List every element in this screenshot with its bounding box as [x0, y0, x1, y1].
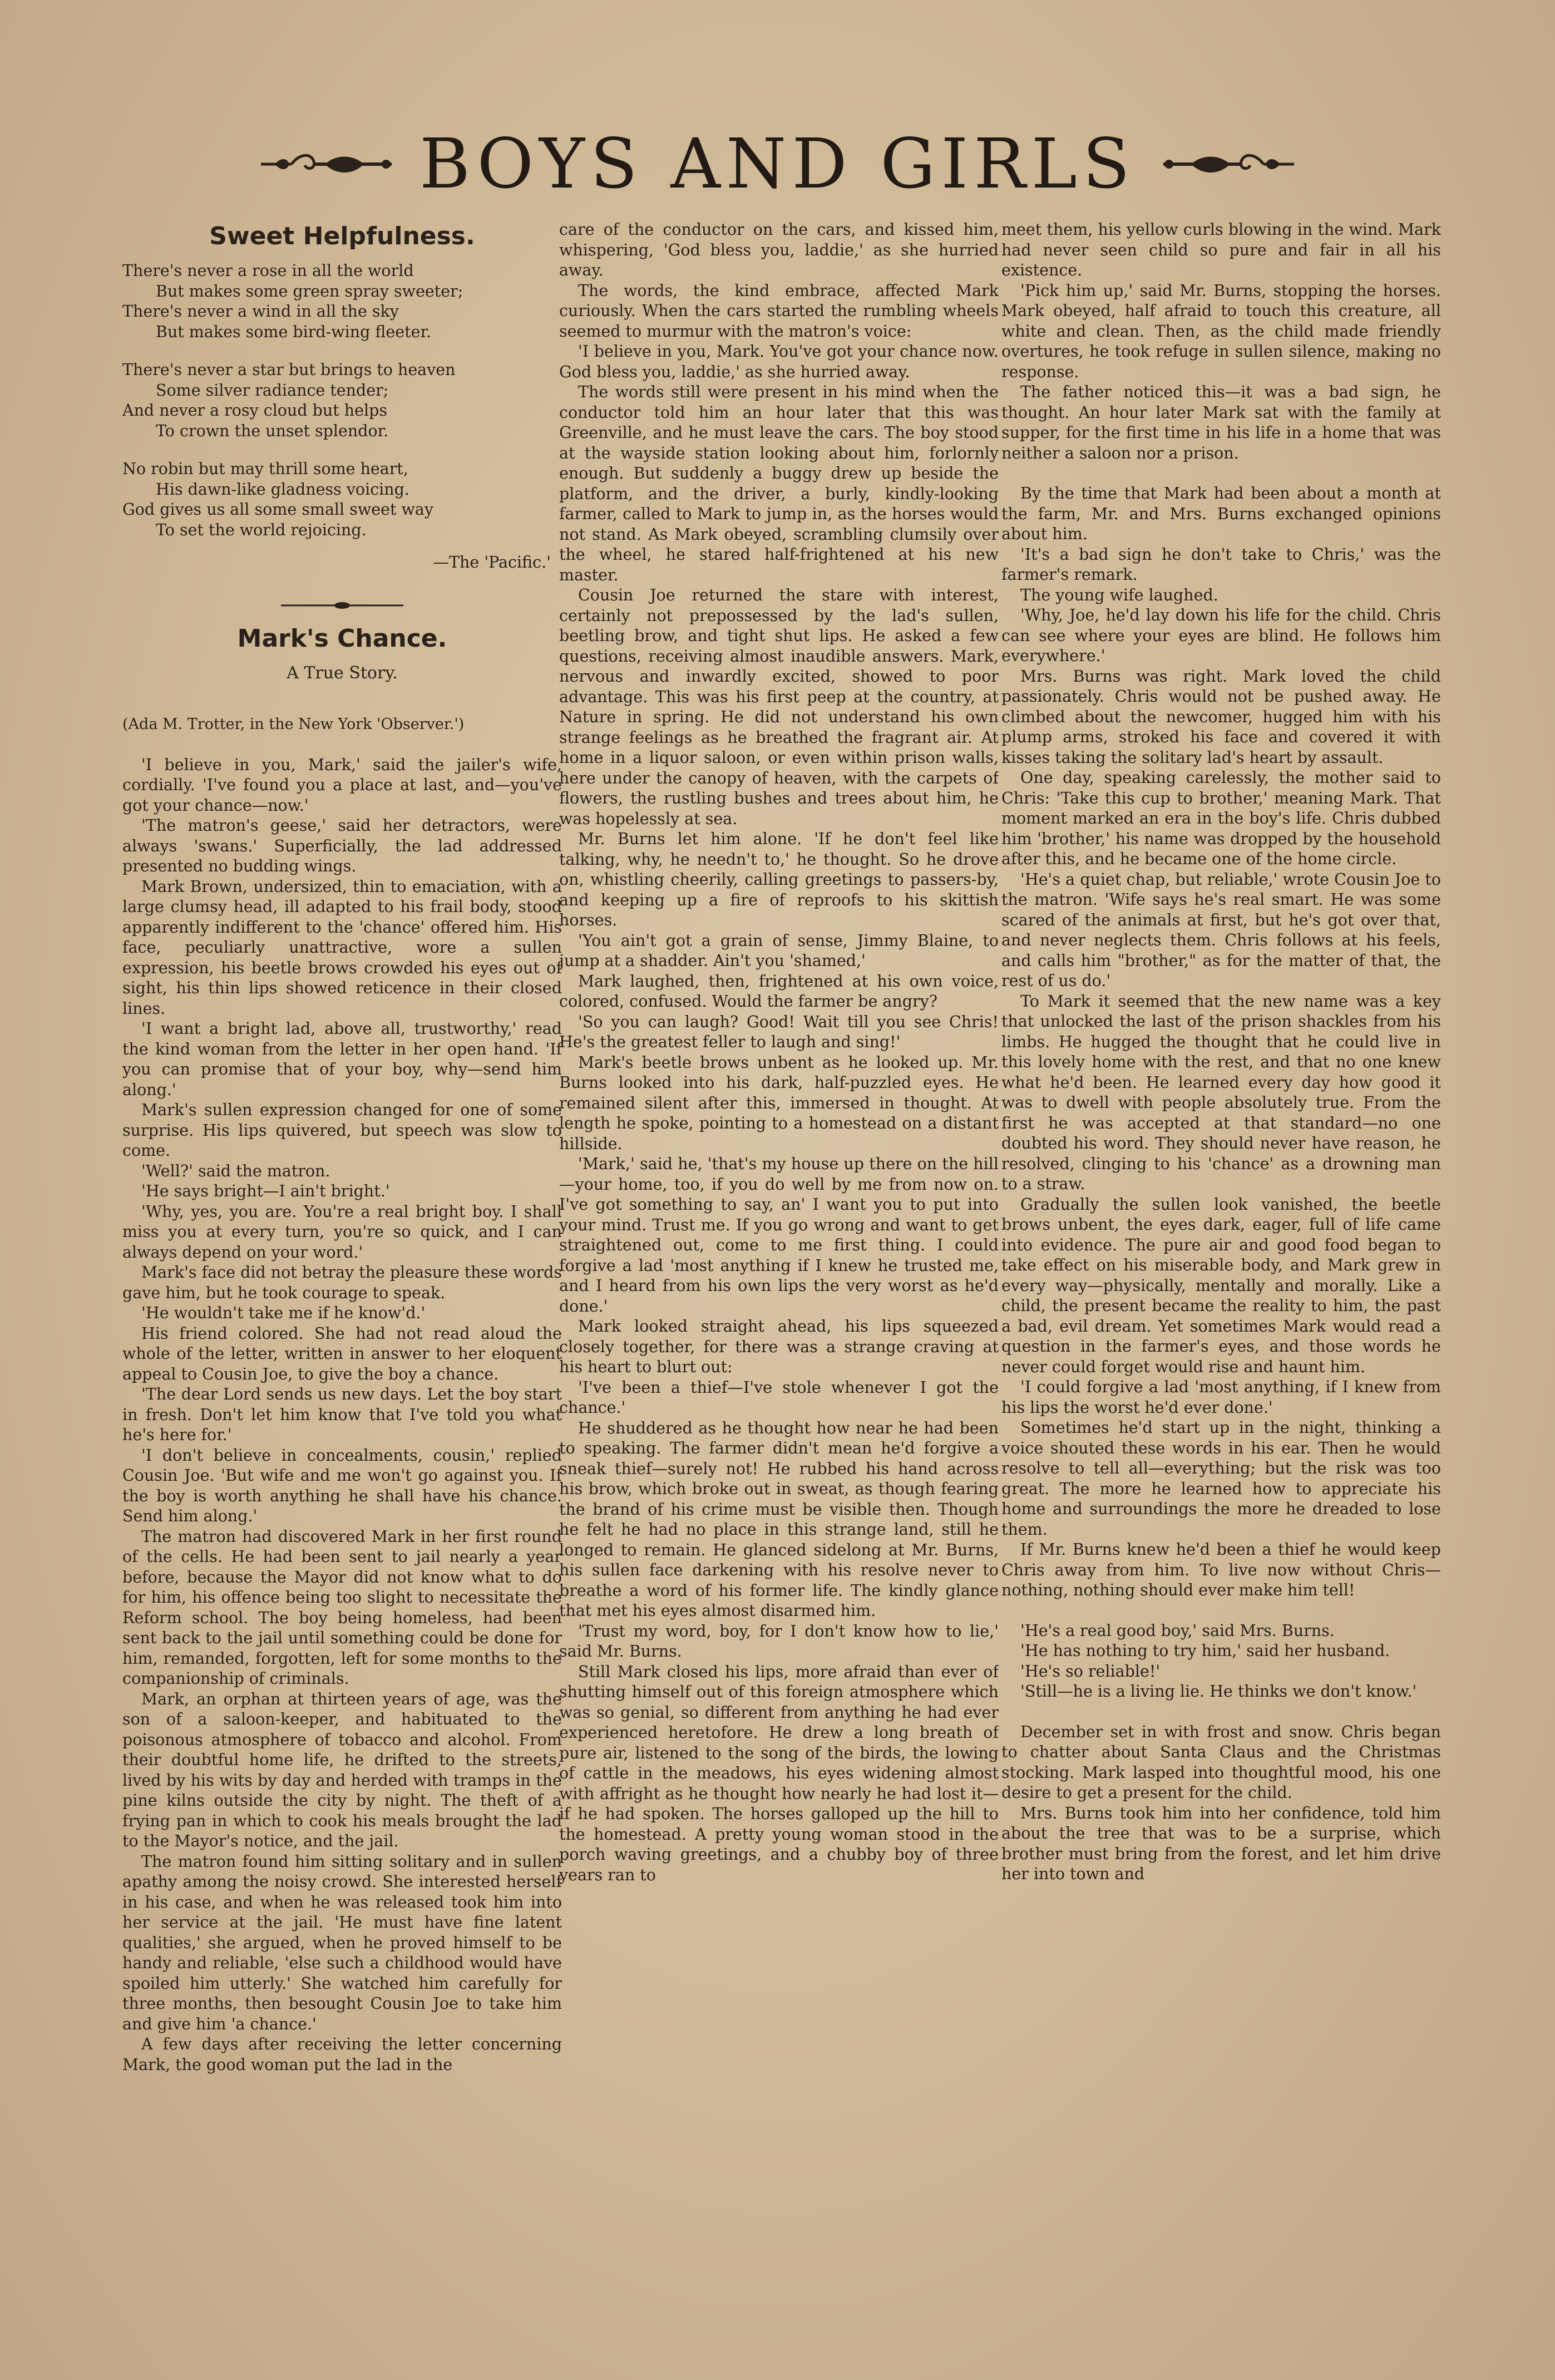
story-paragraph: 'He wouldn't take me if he know'd.': [141, 1304, 426, 1322]
story-byline: (Ada M. Trotter, in the New York 'Observer.'): [122, 716, 465, 733]
story-title: Mark's Chance.: [237, 624, 447, 653]
story-paragraph: Mr. Burns let him alone. 'If he don't feel like talking, why, he needn't to,' he thought. So he drove on, whistling cheerily, calling greetings to passers-by, and keeping up a fire of reproofs to his skittish horses.: [559, 830, 999, 929]
poem-line: There's never a wind in all the sky: [122, 302, 399, 321]
story-paragraph: 'He's a quiet chap, but reliable,' wrote Cousin Joe to the matron. 'Wife says he's real smart. He was some scared of the animals at first, but he's got over that, and never neglects them. Chris follows at his feels, and calls him "brother," as for the matter of that, the rest of us do.': [1001, 870, 1441, 990]
story-paragraph: Sometimes he'd start up in the night, thinking a voice shouted these words in his ear. Then he would resolve to tell all—everything; but the risk was too great. The more he learned how to appreciate his home and surroundings the more he dreaded to lose them.: [1001, 1418, 1441, 1539]
story-paragraph: 'Trust my word, boy, for I don't know how to lie,' said Mr. Burns.: [559, 1622, 999, 1660]
story-paragraph: 'I could forgive a lad 'most anything, if I knew from his lips the worst he'd ever done.': [1001, 1378, 1441, 1417]
story-paragraph: 'I don't believe in concealments, cousin,' replied Cousin Joe. 'But wife and me won't go against you. If the boy is worth anything he shall have his chance. Send him along.': [122, 1446, 562, 1525]
story-paragraph: Still Mark closed his lips, more afraid than ever of shutting himself out of this foreign atmosphere which was so genial, so different from anything he had ever experienced heretofore. He drew a long breath of pure air, listened to the song of the birds, the lowing of cattle in the meadows, his eyes widening almost with affright as he thought how nearly he had lost it—if he had spoken. The horses galloped up the hill to the homestead. A pretty young woman stood in the porch waving greetings, and a chubby boy of three years ran to: [559, 1662, 999, 1884]
right-ornament-icon: [1158, 147, 1297, 181]
story-paragraph: 'He has nothing to try him,' said her husband.: [1020, 1642, 1390, 1660]
story-paragraph: The words, the kind embrace, affected Mark curiously. When the cars started the rumbling wheels seemed to murmur with the matron's voice:: [559, 281, 999, 341]
section-gap: [1001, 1601, 1441, 1621]
story-paragraph: The matron had discovered Mark in her first round of the cells. He had been sent to jail nearly a year before, because the Mayor did not know what to do for him, his offence being too slight to necessitate the Reform school. The boy being homeless, had been sent back to the jail until something could be done for him, remanded, forgotten, left for some months to the companionship of criminals.: [122, 1527, 562, 1688]
story-paragraph: 'Why, Joe, he'd lay down his life for the child. Chris can see where your eyes are blind. He follows him everywhere.': [1001, 606, 1441, 665]
story-paragraph: He shuddered as he thought how near he had been to speaking. The farmer didn't mean he'd forgive a sneak thief—surely not! He rubbed his hand across his brow, which broke out in sweat, as though fearing the brand of his crime must be visible then. Though he felt he had no place in this strange land, still he longed to remain. He glanced sidelong at Mr. Burns, his sullen face darkening with his resolve never to breathe a word of his former life. The kindly glance that met his eyes almost disarmed him.: [559, 1418, 999, 1620]
poem-line: But makes some bird-wing fleeter.: [156, 322, 432, 341]
story-paragraph: Mark laughed, then, frightened at his own voice, colored, confused. Would the farmer be angry?: [559, 972, 999, 1011]
poem-line: God gives us all some small sweet way: [122, 500, 433, 519]
story-paragraph: 'I've been a thief—I've stole whenever I got the chance.': [559, 1378, 999, 1417]
story-paragraph: To Mark it seemed that the new name was a key that unlocked the last of the prison shackles from his limbs. He hugged the thought that he could live in this lovely home with the rest, and that no one knew what he'd been. He learned every day how good it was to dwell with people absolutely true. From the first he was accepted at that standard—no one doubted his word. They should never have reason, he resolved, clinging to his 'chance' as a drowning man to a straw.: [1001, 992, 1441, 1193]
story-paragraph: Mark, an orphan at thirteen years of age, was the son of a saloon-keeper, and habituated to the poisonous atmosphere of tobacco and alcohol. From their doubtful home life, he drifted to the streets, lived by his wits by day and herded with tramps in the pine kilns outside the city by night. The theft of a frying pan in which to cook his meals brought the lad to the Mayor's notice, and the jail.: [122, 1689, 562, 1850]
column-2: [559, 220, 999, 2362]
story-paragraph: 'I believe in you, Mark. You've got your chance now. God bless you, laddie,' as she hurried away.: [559, 342, 999, 381]
story-paragraph: Mark's beetle brows unbent as he looked up. Mr. Burns looked into his dark, half-puzzled eyes. He remained silent after this, immersed in thought. At length he spoke, pointing to a homestead on a distant hillside.: [559, 1053, 999, 1153]
poem-line: His dawn-like gladness voicing.: [156, 480, 409, 499]
story-paragraph: 'It's a bad sign he don't take to Chris,' was the farmer's remark.: [1001, 545, 1441, 584]
story-paragraph: If Mr. Burns knew he'd been a thief he would keep Chris away from him. To live now without Chris—nothing, nothing should ever make him tell!: [1001, 1540, 1441, 1599]
column-1: [122, 220, 562, 2362]
poem-credit: —The 'Pacific.': [433, 553, 551, 571]
story-paragraph: 'You ain't got a grain of sense, Jimmy Blaine, to jump at a shadder. Ain't you 'shamed,': [559, 931, 999, 970]
story-paragraph: 'I want a bright lad, above all, trustworthy,' read the kind woman from the letter in her open hand. 'If you can promise that of your boy, why—send him along.': [122, 1019, 562, 1099]
story-paragraph: 'I believe in you, Mark,' said the jailer's wife, cordially. 'I've found you a place at last, and—you've got your chance—now.': [122, 755, 562, 815]
poem-line: To crown the unset splendor.: [156, 421, 389, 440]
story-paragraph: One day, speaking carelessly, the mother said to Chris: 'Take this cup to brother,' meaning Mark. That moment marked an era in the boy's life. Chris dubbed him 'brother,' his name was dropped by the household after this, and he became one of the home circle.: [1001, 768, 1441, 868]
section-gap: [1001, 464, 1441, 484]
poem-line: To set the world rejoicing.: [156, 520, 367, 539]
story-paragraph: Gradually the sullen look vanished, the beetle brows unbent, the eyes dark, eager, full of life came into evidence. The pure air and good food began to take effect on his miserable body, and Mark grew in every way—physically, mentally and morally. Like a child, the present became the reality to him, the past a bad, evil dream. Yet sometimes Mark would read a question in the farmer's eyes, and those words he never could forget would rise and haunt him.: [1001, 1195, 1441, 1376]
story-paragraph: 'Pick him up,' said Mr. Burns, stopping the horses. Mark obeyed, half afraid to touch this creature, all white and clean. Then, as the child made friendly overtures, he took refuge in sullen silence, making no response.: [1001, 281, 1441, 381]
story-paragraph: 'He's a real good boy,' said Mrs. Burns.: [1020, 1621, 1335, 1640]
story-paragraph: Mrs. Burns took him into her confidence, told him about the tree that was to be a surprise, which brother must bring from the forest, and let him drive her into town and: [1001, 1804, 1441, 1883]
story-paragraph: 'Well?' said the matron.: [141, 1161, 330, 1180]
story-paragraph: The young wife laughed.: [1020, 585, 1218, 604]
story-paragraph: The words still were present in his mind when the conductor told him an hour later that this was Greenville, and he must leave the cars. The boy stood at the wayside station looking about him, forlornly enough. But suddenly a buggy drew up beside the platform, and the driver, a burly, kindly-looking farmer, called to Mark to jump in, as the horses would not stand. As Mark obeyed, scrambling clumsily over the wheel, he stared half-frightened at his new master.: [559, 383, 999, 584]
story-subtitle: A True Story.: [287, 663, 398, 683]
poem-line: There's never a star but brings to heaven: [122, 361, 456, 379]
poem-stanza: [122, 459, 562, 540]
story-paragraph: Mark's sullen expression changed for one of some surprise. His lips quivered, but speech was slow to come.: [122, 1101, 562, 1160]
poem-line: No robin but may thrill some heart,: [122, 460, 408, 478]
poem-line: But makes some green spray sweeter;: [156, 282, 463, 300]
masthead-title: BOYS AND GIRLS: [419, 124, 1136, 204]
masthead: [0, 122, 1555, 206]
poem-line: And never a rosy cloud but helps: [122, 401, 387, 420]
section-gap: [1001, 1702, 1441, 1722]
story-paragraph: 'Still—he is a living lie. He thinks we don't know.': [1020, 1682, 1417, 1701]
story-paragraph: meet them, his yellow curls blowing in the wind. Mark had never seen child so pure and fair in all his existence.: [1001, 220, 1441, 279]
story-paragraph: Mark Brown, undersized, thin to emaciation, with a large clumsy head, ill adapted to his frail body, stood apparently indifferent to the 'chance' offered him. His face, peculiarly unattractive, wore a sullen expression, his beetle brows crowded his eyes out of sight, his thin lips showed reticence in their closed lines.: [122, 877, 562, 1018]
story-paragraph: Mark's face did not betray the pleasure these words gave him, but he took courage to speak.: [122, 1263, 562, 1302]
section-divider-icon: [275, 600, 409, 611]
story-paragraph: His friend colored. She had not read aloud the whole of the letter, written in answer to her eloquent appeal to Cousin Joe, to give the boy a chance.: [122, 1324, 562, 1383]
poem-line: There's never a rose in all the world: [122, 262, 414, 280]
story-paragraph: 'So you can laugh? Good! Wait till you see Chris! He's the greatest feller to laugh and sing!': [559, 1012, 999, 1051]
story-paragraph: December set in with frost and snow. Chris began to chatter about Santa Claus and the Christmas stocking. Mark lasped into thoughtful mood, his one desire to get a present for the child.: [1001, 1722, 1441, 1802]
story-paragraph: A few days after receiving the letter concerning Mark, the good woman put the lad in the: [122, 2035, 562, 2074]
story-paragraph: Mark looked straight ahead, his lips squeezed closely together, for there was a strange craving at his heart to blurt out:: [559, 1317, 999, 1376]
story-paragraph: 'The dear Lord sends us new days. Let the boy start in fresh. Don't let him know that I've told you what he's here for.': [122, 1385, 562, 1444]
story-paragraph: care of the conductor on the cars, and kissed him, whispering, 'God bless you, laddie,' as she hurried away.: [559, 220, 999, 279]
story-paragraph: Mrs. Burns was right. Mark loved the child passionately. Chris would not be pushed away. He climbed about the newcomer, hugged him with his plump arms, stroked his face and covered it with kisses taking the solitary lad's heart by assault.: [1001, 667, 1441, 767]
story-paragraph: Cousin Joe returned the stare with interest, certainly not prepossessed by the lad's sullen, beetling brow, and tight shut lips. He asked a few questions, receiving almost inaudible answers. Mark, nervous and inwardly excited, showed to poor advantage. This was his first peep at the country, at Nature in spring. He did not understand his own strange feelings as he breathed the fragrant air. At home in a liquor saloon, or even within prison walls, here under the canopy of heaven, with the carpets of flowers, the rustling bushes and trees about him, he was hopelessly at sea.: [559, 586, 999, 828]
story-paragraph: 'The matron's geese,' said her detractors, were always 'swans.' Superficially, the lad addressed presented no budding wings.: [122, 816, 562, 875]
story-paragraph: The matron found him sitting solitary and in sullen apathy among the noisy crowd. She interested herself in his case, and when he was released took him into her service at the jail. 'He must have fine latent qualities,' she argued, when he proved himself to be handy and reliable, 'else such a childhood would have spoiled him utterly.' She watched him carefully for three months, then besought Cousin Joe to take him and give him 'a chance.': [122, 1852, 562, 2033]
left-ornament-icon: [258, 147, 397, 181]
story-paragraph: By the time that Mark had been about a month at the farm, Mr. and Mrs. Burns exchanged opinions about him.: [1001, 484, 1441, 543]
column-3: [1001, 220, 1441, 2362]
story-paragraph: 'He says bright—I ain't bright.': [141, 1182, 390, 1200]
poem-stanza: [122, 360, 562, 441]
story-paragraph: 'Why, yes, you are. You're a real bright boy. I shall miss you at every turn, you're so quick, and I can always depend on your word.': [122, 1202, 562, 1262]
poem-line: Some silver radiance tender;: [156, 381, 389, 400]
story-paragraph: 'Mark,' said he, 'that's my house up there on the hill—your home, too, if you do well by me from now on. I've got something to say, an' I want you to put into your mind. Trust me. If you go wrong and want to get straightened out, come to me first thing. I could forgive a lad 'most anything if I knew he trusted me, and I heard from his own lips the very worst as he'd done.': [559, 1155, 999, 1315]
poem-title: Sweet Helpfulness.: [209, 222, 475, 250]
poem-stanza: [122, 261, 562, 342]
story-paragraph: 'He's so reliable!': [1020, 1662, 1161, 1681]
story-paragraph: The father noticed this—it was a bad sign, he thought. An hour later Mark sat with the family at supper, for the first time in his life in a home that was neither a saloon nor a prison.: [1001, 383, 1441, 462]
